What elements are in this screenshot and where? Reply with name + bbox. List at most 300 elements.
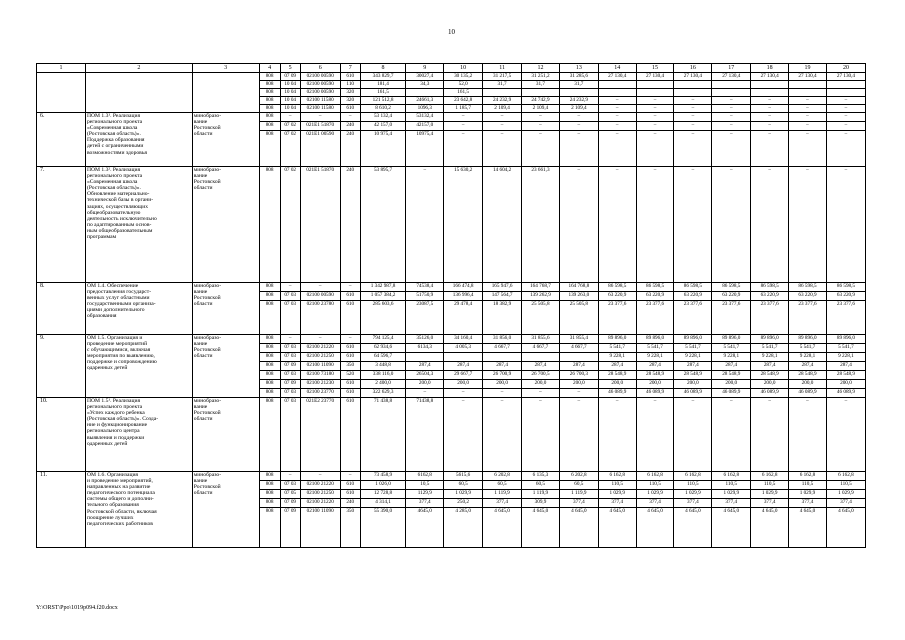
value-cell: 9 228,1 xyxy=(712,353,751,362)
value-cell: – xyxy=(826,398,865,472)
value-cell xyxy=(598,81,636,89)
value-cell: – xyxy=(598,97,636,105)
value-cell: 309,9 xyxy=(522,499,560,508)
value-cell: – xyxy=(483,131,522,167)
value-cell: 02100 21250 xyxy=(300,353,340,362)
executor-cell: минобразо- вание Ростовской области xyxy=(192,167,259,283)
value-cell: 377,4 xyxy=(751,499,789,508)
value-cell: 1 029,9 xyxy=(789,490,827,499)
value-cell: 200,0 xyxy=(406,380,444,389)
value-cell: – xyxy=(636,167,674,283)
value-cell: 02100 21230 xyxy=(300,380,340,389)
value-cell: 30 135,2 xyxy=(444,73,483,81)
value-cell: – xyxy=(280,283,300,292)
value-cell: – xyxy=(636,122,674,131)
value-cell: – xyxy=(789,105,827,113)
value-cell: – xyxy=(789,113,827,122)
value-cell: 86 598,5 xyxy=(789,283,827,292)
value-cell: 42 157,0 xyxy=(360,122,406,131)
value-cell: 4 667,7 xyxy=(522,344,560,353)
value-cell: 808 xyxy=(259,283,280,292)
value-cell: 62 934,6 xyxy=(360,344,406,353)
value-cell: 55 390,0 xyxy=(360,508,406,548)
value-cell: 9 228,1 xyxy=(826,353,865,362)
value-cell: 1 119,9 xyxy=(483,490,522,499)
value-cell: 89 896,0 xyxy=(636,335,674,344)
value-cell: 164 768,8 xyxy=(559,283,598,292)
executor-cell: минобразо- вание Ростовской области xyxy=(192,398,259,472)
measure-name-cell: ОМ 1.6. Организация и проведение мероприятий, направленных на развитие педагогического потенциала системы общего и дополни- тельного образования Ростовской области, включая поощрение лучших педагогических работников xyxy=(85,472,192,548)
value-cell: – xyxy=(483,389,522,398)
value-cell: – xyxy=(751,398,789,472)
value-cell: 31 855,6 xyxy=(522,335,560,344)
value-cell: 5 541,7 xyxy=(674,344,712,353)
value-cell: 808 xyxy=(259,97,280,105)
value-cell: 110 xyxy=(340,81,360,89)
value-cell: 4 645,0 xyxy=(826,508,865,548)
value-cell: 71438,8 xyxy=(406,398,444,472)
value-cell: 808 xyxy=(259,105,280,113)
value-cell: 10 04 xyxy=(280,97,300,105)
value-cell: 808 xyxy=(259,371,280,380)
column-number-cell: 5 xyxy=(280,64,300,73)
value-cell xyxy=(444,353,483,362)
value-cell: 4 667,7 xyxy=(483,344,522,353)
value-cell: – xyxy=(826,113,865,122)
value-cell: 200,0 xyxy=(636,380,674,389)
value-cell: 808 xyxy=(259,81,280,89)
value-cell: 610 xyxy=(340,353,360,362)
value-cell: – xyxy=(751,131,789,167)
value-cell: 42157,0 xyxy=(406,122,444,131)
value-cell: – xyxy=(789,122,827,131)
value-cell: 12 728,8 xyxy=(360,490,406,499)
value-cell: 808 xyxy=(259,499,280,508)
value-cell: 6 202,8 xyxy=(559,472,598,481)
value-cell: – xyxy=(340,283,360,292)
column-number-cell: 11 xyxy=(483,64,522,73)
value-cell: 610 xyxy=(340,344,360,353)
value-cell xyxy=(674,89,712,97)
column-number-cell: 8 xyxy=(360,64,406,73)
value-cell: 343 829,7 xyxy=(360,73,406,81)
value-cell: 31 855,4 xyxy=(559,335,598,344)
value-cell: 9 228,1 xyxy=(751,353,789,362)
value-cell: 25 505,8 xyxy=(522,301,560,335)
value-cell: – xyxy=(522,389,560,398)
value-cell: 07 03 xyxy=(280,292,300,301)
value-cell: 021E1 51870 xyxy=(300,122,340,131)
value-cell: – xyxy=(789,131,827,167)
value-cell: – xyxy=(444,131,483,167)
value-cell xyxy=(789,89,827,97)
value-cell xyxy=(789,81,827,89)
column-number-cell: 4 xyxy=(259,64,280,73)
value-cell: 808 xyxy=(259,481,280,490)
value-cell: 287,4 xyxy=(712,362,751,371)
value-cell: 15 630,2 xyxy=(444,167,483,283)
value-cell: 200,0 xyxy=(826,380,865,389)
table-row xyxy=(37,113,866,122)
value-cell: 285 603,6 xyxy=(360,301,406,335)
value-cell: 808 xyxy=(259,472,280,481)
value-cell xyxy=(712,89,751,97)
value-cell: 200,0 xyxy=(483,380,522,389)
column-number-cell: 1 xyxy=(37,64,86,73)
value-cell: 4 314,1 xyxy=(360,499,406,508)
value-cell: 10 04 xyxy=(280,89,300,97)
value-cell: 63 220,9 xyxy=(598,292,636,301)
value-cell: 164 768,7 xyxy=(522,283,560,292)
row-number-cell: 11. xyxy=(37,472,86,548)
value-cell: 71 438,8 xyxy=(360,398,406,472)
column-number-cell: 20 xyxy=(826,64,865,73)
value-cell: 07 03 xyxy=(280,344,300,353)
value-cell: – xyxy=(751,105,789,113)
value-cell: 07 03 xyxy=(280,398,300,472)
measure-name-cell: ПОМ 1.5¹. Реализация регионального проекта «Успех каждого ребенка (Ростовская область)». Созда- ние и функционирование регионального центра выявления и поддержки одаренных детей xyxy=(85,398,192,472)
value-cell: 338 116,0 xyxy=(360,371,406,380)
value-cell: 28 548,9 xyxy=(598,371,636,380)
value-cell: 5 541,7 xyxy=(826,344,865,353)
value-cell: – xyxy=(751,122,789,131)
value-cell: 200,0 xyxy=(522,380,560,389)
value-cell: 23 377,6 xyxy=(636,301,674,335)
value-cell: 02100 11580 xyxy=(300,105,340,113)
value-cell: 31,7 xyxy=(559,81,598,89)
value-cell: 26 700,5 xyxy=(522,371,560,380)
value-cell xyxy=(483,353,522,362)
value-cell: – xyxy=(598,167,636,283)
row-number-cell: 9. xyxy=(37,335,86,398)
value-cell: 136 996,4 xyxy=(444,292,483,301)
value-cell: 63 220,9 xyxy=(712,292,751,301)
measure-name-cell: ПОМ 1.3². Реализация регионального проекта «Современная школа (Ростовская область)». Обновление материально- технической базы в органи- зациях, осуществляющих общеобразовательную деятельность исключительно по адаптированным основ- ным общеобразовательным программам xyxy=(85,167,192,283)
value-cell: – xyxy=(674,398,712,472)
value-cell: 02100 00590 xyxy=(300,81,340,89)
value-cell: 287,4 xyxy=(789,362,827,371)
row-number-cell: 7. xyxy=(37,167,86,283)
value-cell: 35126,0 xyxy=(406,335,444,344)
value-cell: – xyxy=(712,398,751,472)
row-number-cell: 6. xyxy=(37,113,86,167)
value-cell: – xyxy=(636,131,674,167)
value-cell: 89 896,0 xyxy=(674,335,712,344)
value-cell: – xyxy=(340,472,360,481)
value-cell xyxy=(522,89,560,97)
value-cell: 808 xyxy=(259,301,280,335)
value-cell: – xyxy=(636,105,674,113)
value-cell: 60,5 xyxy=(522,481,560,490)
value-cell: 23 377,6 xyxy=(826,301,865,335)
value-cell: 26 700,3 xyxy=(559,371,598,380)
value-cell: 240 xyxy=(340,167,360,283)
value-cell: 27 130,4 xyxy=(826,73,865,81)
table-row xyxy=(37,73,866,81)
column-number-cell: 2 xyxy=(85,64,192,73)
value-cell: – xyxy=(406,389,444,398)
value-cell: 24661,3 xyxy=(406,97,444,105)
value-cell: 31 856,0 xyxy=(483,335,522,344)
value-cell: – xyxy=(559,389,598,398)
value-cell: 29 478,4 xyxy=(444,301,483,335)
value-cell: – xyxy=(559,113,598,122)
value-cell: 808 xyxy=(259,89,280,97)
value-cell: 2 109,4 xyxy=(483,105,522,113)
value-cell: 6 162,8 xyxy=(789,472,827,481)
value-cell: 350 xyxy=(340,362,360,371)
value-cell: 808 xyxy=(259,344,280,353)
value-cell: 02100 21220 xyxy=(300,344,340,353)
value-cell: 287,4 xyxy=(406,362,444,371)
value-cell: 23 377,6 xyxy=(598,301,636,335)
value-cell: 021E1 51870 xyxy=(300,167,340,283)
value-cell: 89 896,0 xyxy=(712,335,751,344)
value-cell: 51750,9 xyxy=(406,292,444,301)
value-cell: – xyxy=(522,398,560,472)
value-cell: 53132,4 xyxy=(406,113,444,122)
value-cell: 29 667,7 xyxy=(444,371,483,380)
value-cell: 200,0 xyxy=(444,380,483,389)
value-cell: 86 598,5 xyxy=(636,283,674,292)
value-cell: 110,5 xyxy=(826,481,865,490)
value-cell: 377,4 xyxy=(712,499,751,508)
value-cell: 4645,0 xyxy=(406,508,444,548)
value-cell: 1096,3 xyxy=(406,105,444,113)
value-cell: 240 xyxy=(340,499,360,508)
value-cell: 25 505,8 xyxy=(559,301,598,335)
value-cell: 287,4 xyxy=(483,362,522,371)
value-cell: 287,4 xyxy=(826,362,865,371)
value-cell: 6 202,8 xyxy=(483,472,522,481)
value-cell: 520 xyxy=(340,371,360,380)
value-cell: 64 596,7 xyxy=(360,353,406,362)
value-cell: – xyxy=(559,122,598,131)
value-cell: – xyxy=(280,335,300,344)
value-cell: 808 xyxy=(259,122,280,131)
value-cell: 86 598,5 xyxy=(751,283,789,292)
value-cell: – xyxy=(712,131,751,167)
value-cell: 021E1 00590 xyxy=(300,131,340,167)
value-cell: 28 548,9 xyxy=(789,371,827,380)
value-cell: – xyxy=(789,398,827,472)
value-cell: 31,7 xyxy=(522,81,560,89)
value-cell: 60,5 xyxy=(483,481,522,490)
value-cell: 02100 11580 xyxy=(300,97,340,105)
value-cell: 10 04 xyxy=(280,81,300,89)
value-cell: 07 02 xyxy=(280,167,300,283)
value-cell: 021E2 23770 xyxy=(300,398,340,472)
value-cell: 2 109,4 xyxy=(559,105,598,113)
value-cell: 4 645,0 xyxy=(636,508,674,548)
value-cell: 287,4 xyxy=(522,362,560,371)
value-cell: – xyxy=(598,113,636,122)
value-cell: 1 029,9 xyxy=(636,490,674,499)
value-cell: 6 135,3 xyxy=(522,472,560,481)
value-cell: 07 03 xyxy=(280,371,300,380)
value-cell: 07 03 xyxy=(280,389,300,398)
value-cell: 27 130,4 xyxy=(789,73,827,81)
value-cell: 23 377,6 xyxy=(712,301,751,335)
value-cell: 377,4 xyxy=(483,499,522,508)
value-cell: 200,0 xyxy=(751,380,789,389)
value-cell: 28 548,9 xyxy=(636,371,674,380)
value-cell: 46 089,9 xyxy=(751,389,789,398)
value-cell: – xyxy=(826,167,865,283)
value-cell: 28 548,9 xyxy=(751,371,789,380)
value-cell: 1 029,9 xyxy=(712,490,751,499)
value-cell: 1 029,9 xyxy=(598,490,636,499)
value-cell: 322 629,3 xyxy=(360,389,406,398)
value-cell: 287,4 xyxy=(751,362,789,371)
value-cell xyxy=(559,353,598,362)
value-cell: – xyxy=(826,122,865,131)
table-row xyxy=(37,167,866,283)
value-cell: 07 09 xyxy=(280,73,300,81)
value-cell: 110,5 xyxy=(789,481,827,490)
value-cell: 287,4 xyxy=(444,362,483,371)
value-cell: 808 xyxy=(259,167,280,283)
value-cell: 07 09 xyxy=(280,380,300,389)
row-number-cell xyxy=(37,73,86,113)
value-cell: 07 05 xyxy=(280,490,300,499)
value-cell: 6 162,8 xyxy=(674,472,712,481)
value-cell: – xyxy=(280,113,300,122)
value-cell: 110,5 xyxy=(598,481,636,490)
value-cell: – xyxy=(522,113,560,122)
value-cell: 34 160,4 xyxy=(444,335,483,344)
value-cell: – xyxy=(340,335,360,344)
value-cell: – xyxy=(826,105,865,113)
value-cell: 377,4 xyxy=(406,499,444,508)
value-cell: 110,5 xyxy=(674,481,712,490)
column-number-cell: 16 xyxy=(674,64,712,73)
value-cell: 1 119,9 xyxy=(522,490,560,499)
value-cell: 31,7 xyxy=(483,81,522,89)
value-cell: 377,4 xyxy=(789,499,827,508)
value-cell: 808 xyxy=(259,353,280,362)
value-cell: – xyxy=(598,105,636,113)
value-cell: 808 xyxy=(259,508,280,548)
value-cell: 147 564,7 xyxy=(483,292,522,301)
value-cell: 4 645,0 xyxy=(751,508,789,548)
value-cell xyxy=(522,353,560,362)
value-cell xyxy=(636,89,674,97)
value-cell: 808 xyxy=(259,362,280,371)
value-cell: 46 089,9 xyxy=(712,389,751,398)
value-cell: 02100 73180 xyxy=(300,371,340,380)
value-cell: – xyxy=(522,122,560,131)
executor-cell xyxy=(192,73,259,113)
value-cell: 4 285,0 xyxy=(444,508,483,548)
value-cell: 4 005,3 xyxy=(444,344,483,353)
value-cell: 808 xyxy=(259,380,280,389)
value-cell xyxy=(598,89,636,97)
value-cell: 808 xyxy=(259,398,280,472)
value-cell xyxy=(406,353,444,362)
table-row xyxy=(37,335,866,344)
column-number-cell: 9 xyxy=(406,64,444,73)
value-cell: 4 645,0 xyxy=(522,508,560,548)
value-cell: – xyxy=(789,167,827,283)
value-cell: 02100 23780 xyxy=(300,301,340,335)
value-cell: 46 089,9 xyxy=(789,389,827,398)
value-cell: 02100 00590 xyxy=(300,73,340,81)
value-cell: 02100 11090 xyxy=(300,508,340,548)
value-cell: 07 03 xyxy=(280,301,300,335)
value-cell: 28 548,9 xyxy=(674,371,712,380)
value-cell: – xyxy=(751,167,789,283)
value-cell: – xyxy=(674,97,712,105)
value-cell: 9 228,1 xyxy=(674,353,712,362)
value-cell: 34,3 xyxy=(406,81,444,89)
value-cell: 24 742,9 xyxy=(522,97,560,105)
value-cell: 610 xyxy=(340,301,360,335)
value-cell xyxy=(751,81,789,89)
value-cell: 3 448,8 xyxy=(360,362,406,371)
value-cell: 31 251,2 xyxy=(522,73,560,81)
value-cell: 02100 23770 xyxy=(300,389,340,398)
table-row xyxy=(37,472,866,481)
value-cell: 14 604,2 xyxy=(483,167,522,283)
measure-name-cell xyxy=(85,73,192,113)
value-cell: – xyxy=(444,122,483,131)
value-cell: 23 377,6 xyxy=(674,301,712,335)
column-number-cell: 18 xyxy=(751,64,789,73)
value-cell: 31 285,6 xyxy=(559,73,598,81)
value-cell: 63 220,9 xyxy=(789,292,827,301)
column-number-cell: 10 xyxy=(444,64,483,73)
value-cell: 808 xyxy=(259,131,280,167)
value-cell: 02100 00590 xyxy=(300,292,340,301)
value-cell: 60,5 xyxy=(559,481,598,490)
measure-name-cell: ОМ 1.4. Обеспечение предоставления государст- венных услуг областными государственными организа- циями дополнительного образования xyxy=(85,283,192,335)
value-cell: 07 02 xyxy=(280,122,300,131)
value-cell: 6 162,8 xyxy=(712,472,751,481)
column-number-cell: 14 xyxy=(598,64,636,73)
value-cell: 1 029,9 xyxy=(826,490,865,499)
value-cell: – xyxy=(483,113,522,122)
value-cell: 53 895,7 xyxy=(360,167,406,283)
value-cell: 808 xyxy=(259,490,280,499)
value-cell: 161,5 xyxy=(444,89,483,97)
value-cell: – xyxy=(598,131,636,167)
value-cell: 28 548,9 xyxy=(826,371,865,380)
value-cell: 10975,4 xyxy=(406,131,444,167)
value-cell: – xyxy=(300,335,340,344)
value-cell: – xyxy=(406,167,444,283)
value-cell: 63 220,9 xyxy=(826,292,865,301)
value-cell: 9 228,1 xyxy=(789,353,827,362)
value-cell: 4 645,0 xyxy=(483,508,522,548)
value-cell: – xyxy=(598,398,636,472)
value-cell: – xyxy=(483,122,522,131)
value-cell: 200,0 xyxy=(559,380,598,389)
value-cell: 6 162,8 xyxy=(826,472,865,481)
value-cell: – xyxy=(712,97,751,105)
value-cell: – xyxy=(751,113,789,122)
value-cell: – xyxy=(789,97,827,105)
value-cell: 46 089,9 xyxy=(598,389,636,398)
value-cell: 23 661,3 xyxy=(522,167,560,283)
value-cell: 139 262,9 xyxy=(522,292,560,301)
value-cell: 86 598,5 xyxy=(674,283,712,292)
value-cell: 07 09 xyxy=(280,508,300,548)
value-cell: 86 598,5 xyxy=(598,283,636,292)
value-cell: – xyxy=(483,398,522,472)
value-cell: 121 512,8 xyxy=(360,97,406,105)
value-cell: 23087,5 xyxy=(406,301,444,335)
